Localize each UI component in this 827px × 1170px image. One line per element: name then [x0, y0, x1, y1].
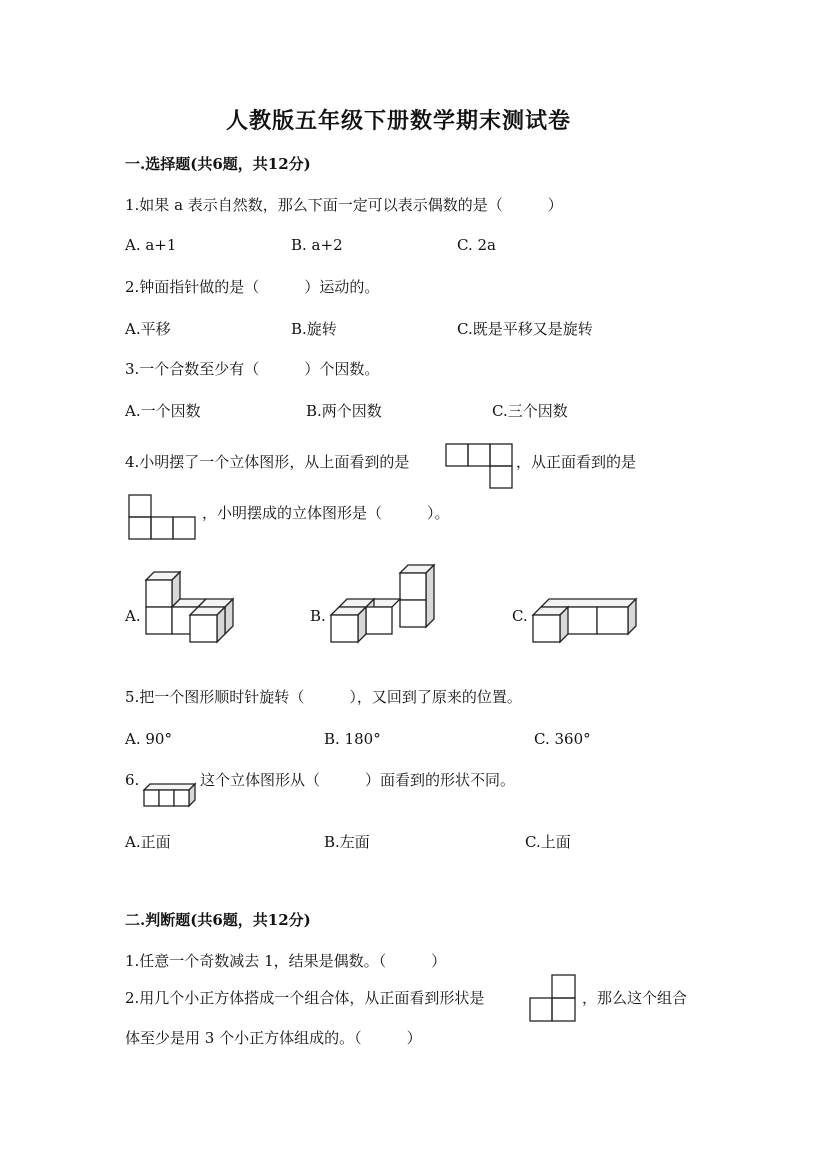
q3-option-b: B.两个因数 — [306, 402, 382, 420]
cube-figure-c — [532, 590, 642, 646]
q2-option-c: C.既是平移又是旋转 — [457, 320, 593, 338]
question-3: 3.一个合数至少有（ ）个因数。 — [125, 360, 380, 378]
q4-option-c: C. — [512, 607, 528, 625]
q5-option-c: C. 360° — [534, 730, 591, 748]
q6-option-b: B.左面 — [324, 833, 370, 851]
front-view-figure — [128, 494, 198, 540]
judgement-question-2-part3: 体至少是用 3 个小正方体组成的。（ ） — [125, 1029, 422, 1047]
q5-option-a: A. 90° — [125, 730, 172, 748]
cube-figure-b — [330, 564, 440, 646]
question-1: 1.如果 a 表示自然数，那么下面一定可以表示偶数的是（ ） — [125, 196, 563, 214]
q2-option-b: B.旋转 — [291, 320, 337, 338]
q3-option-a: A.一个因数 — [125, 402, 201, 420]
q1-option-a: A. a+1 — [125, 236, 177, 254]
section-heading-judgement: 二.判断题(共6题，共12分) — [125, 911, 311, 929]
question-6: 这个立体图形从（ ）面看到的形状不同。 — [200, 771, 516, 789]
section-heading-choice: 一.选择题(共6题，共12分) — [125, 155, 311, 173]
q1-option-b: B. a+2 — [291, 236, 343, 254]
front-view-l-figure — [529, 973, 579, 1023]
q6-option-a: A.正面 — [125, 833, 171, 851]
q3-option-c: C.三个因数 — [492, 402, 568, 420]
judgement-question-2-part2: ，那么这个组合 — [582, 989, 688, 1007]
q1-option-c: C. 2a — [457, 236, 496, 254]
question-2: 2.钟面指针做的是（ ）运动的。 — [125, 278, 380, 296]
judgement-question-1: 1.任意一个奇数减去 1，结果是偶数。（ ） — [125, 952, 447, 970]
question-4-part1: 4.小明摆了一个立体图形，从上面看到的是 — [125, 453, 410, 471]
q4-option-b: B. — [310, 607, 326, 625]
q6-option-c: C.上面 — [525, 833, 571, 851]
question-4-part3: ，小明摆成的立体图形是（ ）。 — [202, 504, 450, 522]
question-4-part2: ，从正面看到的是 — [516, 453, 637, 471]
page-title: 人教版五年级下册数学期末测试卷 — [226, 108, 572, 134]
three-cube-row-figure — [142, 781, 198, 809]
question-6-number: 6. — [125, 771, 140, 789]
judgement-question-2-part1: 2.用几个小正方体搭成一个组合体，从正面看到形状是 — [125, 989, 485, 1007]
top-view-figure — [445, 443, 515, 489]
cube-figure-a — [145, 571, 240, 646]
q4-option-a: A. — [125, 607, 141, 625]
q2-option-a: A.平移 — [125, 320, 171, 338]
q5-option-b: B. 180° — [324, 730, 381, 748]
question-5: 5.把一个图形顺时针旋转（ ），又回到了原来的位置。 — [125, 688, 522, 706]
